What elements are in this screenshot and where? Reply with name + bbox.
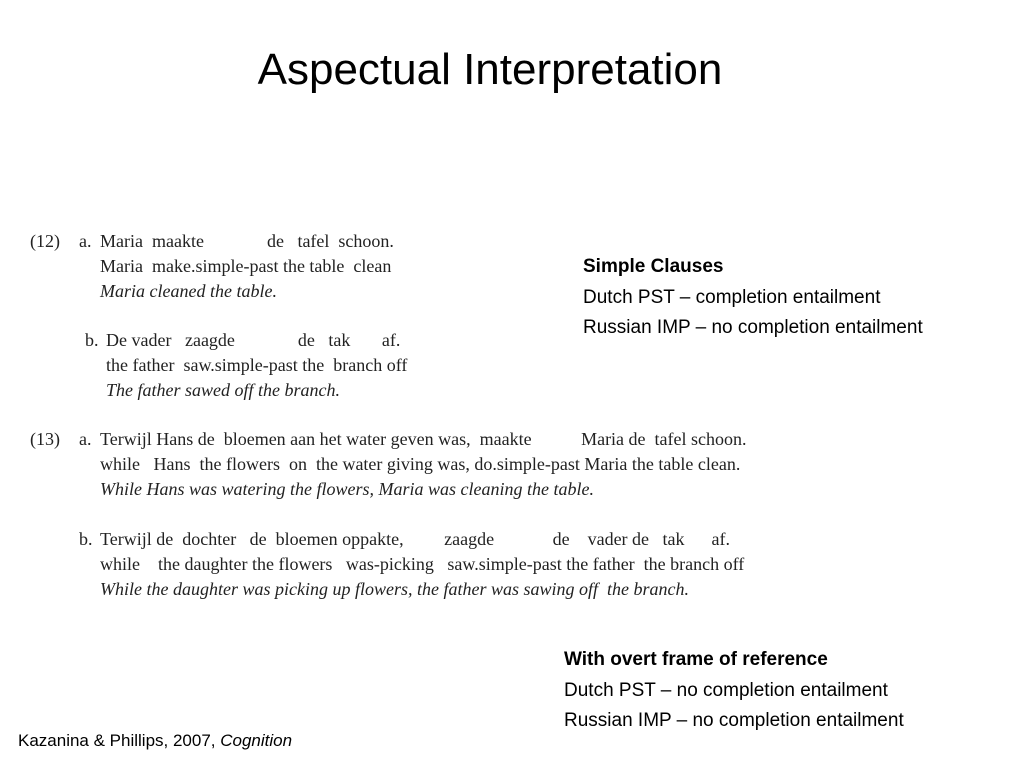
note-simple-russian: Russian IMP – no completion entailment bbox=[583, 317, 923, 338]
example-12b-translation: The father sawed off the branch. bbox=[106, 380, 340, 400]
citation-journal: Cognition bbox=[220, 731, 293, 750]
example-13a-dutch: Terwijl Hans de bloemen aan het water geven was, maakte Maria de tafel schoon. bbox=[100, 429, 747, 449]
example-12-number: (12) bbox=[30, 231, 60, 251]
example-13a-translation: While Hans was watering the flowers, Maria was cleaning the table. bbox=[100, 479, 594, 499]
example-13b-gloss: while the daughter the flowers was-picking saw.simple-past the father the branch off bbox=[100, 554, 745, 574]
citation bbox=[18, 728, 292, 754]
note-frame-heading: With overt frame of reference bbox=[564, 649, 828, 670]
note-simple-dutch: Dutch PST – completion entailment bbox=[583, 286, 881, 308]
example-13b-dutch: Terwijl de dochter de bloemen oppakte, zaagde de vader de tak af. bbox=[100, 529, 731, 549]
note-frame-russian: Russian IMP – no completion entailment bbox=[564, 710, 904, 731]
example-13-number: (13) bbox=[30, 429, 60, 449]
citation-authors: Kazanina & Phillips, 2007, bbox=[18, 731, 221, 750]
note-simple-heading: Simple Clauses bbox=[583, 256, 724, 277]
example-12b-label: b. bbox=[85, 330, 99, 350]
example-12a-dutch: Maria maakte de tafel schoon. bbox=[100, 231, 394, 251]
example-13a-gloss: while Hans the flowers on the water giving was, do.simple-past Maria the table clean. bbox=[100, 454, 741, 474]
example-12a-gloss: Maria make.simple-past the table clean bbox=[100, 256, 392, 276]
slide-title: Aspectual Interpretation bbox=[257, 45, 723, 94]
example-12a-label: a. bbox=[79, 231, 92, 251]
example-12b-gloss: the father saw.simple-past the branch off bbox=[106, 355, 408, 375]
example-13a-label: a. bbox=[79, 429, 92, 449]
example-13b-label: b. bbox=[79, 529, 93, 549]
note-frame-of-reference bbox=[564, 645, 904, 737]
note-simple-clauses bbox=[583, 252, 923, 344]
example-12b-dutch: De vader zaagde de tak af. bbox=[106, 330, 401, 350]
example-12a-translation: Maria cleaned the table. bbox=[100, 281, 277, 301]
note-frame-dutch: Dutch PST – no completion entailment bbox=[564, 679, 888, 701]
example-13b-translation: While the daughter was picking up flowers, the father was sawing off the branch. bbox=[100, 579, 689, 599]
